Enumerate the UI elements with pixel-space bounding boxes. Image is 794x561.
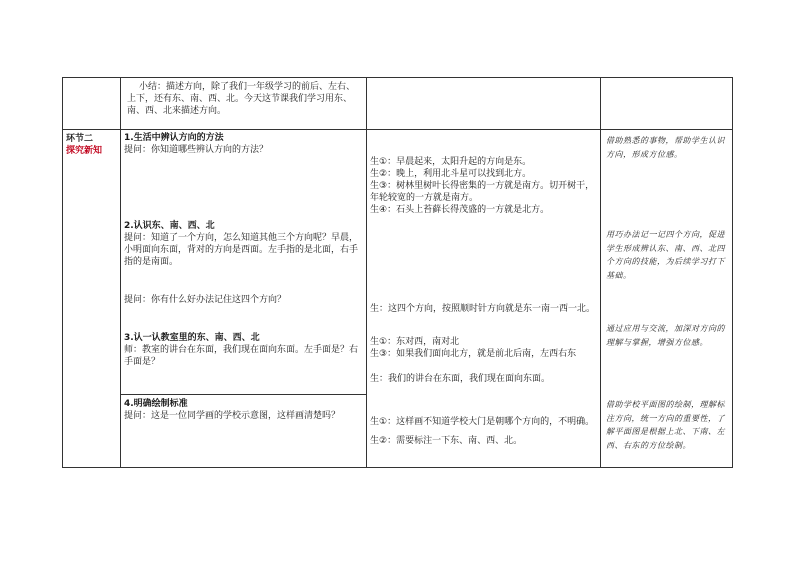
section-2-title: 2.认识东、南、西、北 [124, 221, 215, 231]
section-4-note: 借助学校平面图的绘制，理解标注方向，统一方向的重要性，了解平面图是根据上北、下南、左西、右东的方位绘制。 [606, 400, 725, 450]
section-2-question: 提问：你有什么好办法记住这四个方向？ [124, 295, 287, 305]
section-1-title: 1.生活中辨认方向的方法 [124, 133, 224, 143]
stage-cell [63, 130, 121, 468]
stage-label: 环节二 [66, 134, 94, 144]
section-1-note: 借助熟悉的事物，帮助学生认识方向，形成方位感。 [606, 136, 725, 159]
section-4-title: 4.明确绘制标准 [124, 399, 188, 409]
summary-stage-cell [63, 78, 121, 130]
student-activity-cell [367, 130, 601, 468]
section-3-body: 师：教室的讲台在东面，我们现在面向东面。左手面是？右手面是？ [124, 345, 359, 367]
section-3-student-1: 生①：东对西，南对北 [370, 337, 460, 347]
section-1-question: 提问：你知道哪些辨认方向的方法？ [124, 145, 269, 155]
summary-student-cell [367, 78, 601, 130]
design-intent-cell [601, 130, 733, 468]
section-3-note: 通过应用与交流，加深对方向的理解与掌握，增强方位感。 [606, 324, 725, 347]
summary-note-cell [601, 78, 733, 130]
section-1-student-3: 生③：树林里树叶长得密集的一方就是南方。切开树干，年轮较宽的一方就是南方。 [370, 181, 595, 203]
summary-text: 小结：描述方向，除了我们一年级学习的前后、左右、上下，还有东、南、西、北。今天这节课我们学习用东、南、西、北来描述方向。 [127, 82, 356, 116]
stage-two-row [63, 130, 733, 468]
section-3-student-3: 生：我们的讲台在东面，我们现在面向东面。 [370, 374, 551, 384]
summary-row [63, 78, 733, 130]
section-2-note: 用巧办法记一记四个方向，促进学生形成辨认东、南、西、北四个方向的技能，为后续学习打下基础。 [606, 230, 725, 280]
summary-cell [121, 78, 367, 130]
section-3-student-2: 生③：如果我们面向北方，就是前北后南，左西右东 [370, 349, 577, 359]
lesson-plan-table [62, 77, 733, 468]
section-4-student-1: 生①：这样画不知道学校大门是朝哪个方向的，不明确。 [370, 417, 595, 427]
section-1-student-1: 生①：早晨起来，太阳升起的方向是东。 [370, 157, 532, 167]
section-1-student-4: 生④：石头上苔藓长得茂盛的一方就是北方。 [370, 205, 550, 215]
section-4-question: 提问：这是一位同学画的学校示意图，这样画清楚吗？ [124, 411, 341, 421]
section-3-title: 3.认一认教室里的东、南、西、北 [124, 333, 260, 343]
section-divider [121, 394, 367, 395]
stage-name: 探究新知 [66, 146, 103, 156]
teacher-activity-cell [121, 130, 367, 468]
section-2-student-1: 生：这四个方向，按照顺时针方向就是东一南一西一北。 [370, 304, 596, 314]
section-4-student-2: 生②：需要标注一下东、南、西、北。 [370, 436, 523, 446]
section-1-student-2: 生②：晚上，利用北斗星可以找到北方。 [370, 169, 532, 179]
section-2-body: 提问：知道了一个方向，怎么知道其他三个方向呢？早晨，小明面向东面，背对的方向是西面。左手指的是北面，右手指的是南面。 [124, 233, 359, 267]
